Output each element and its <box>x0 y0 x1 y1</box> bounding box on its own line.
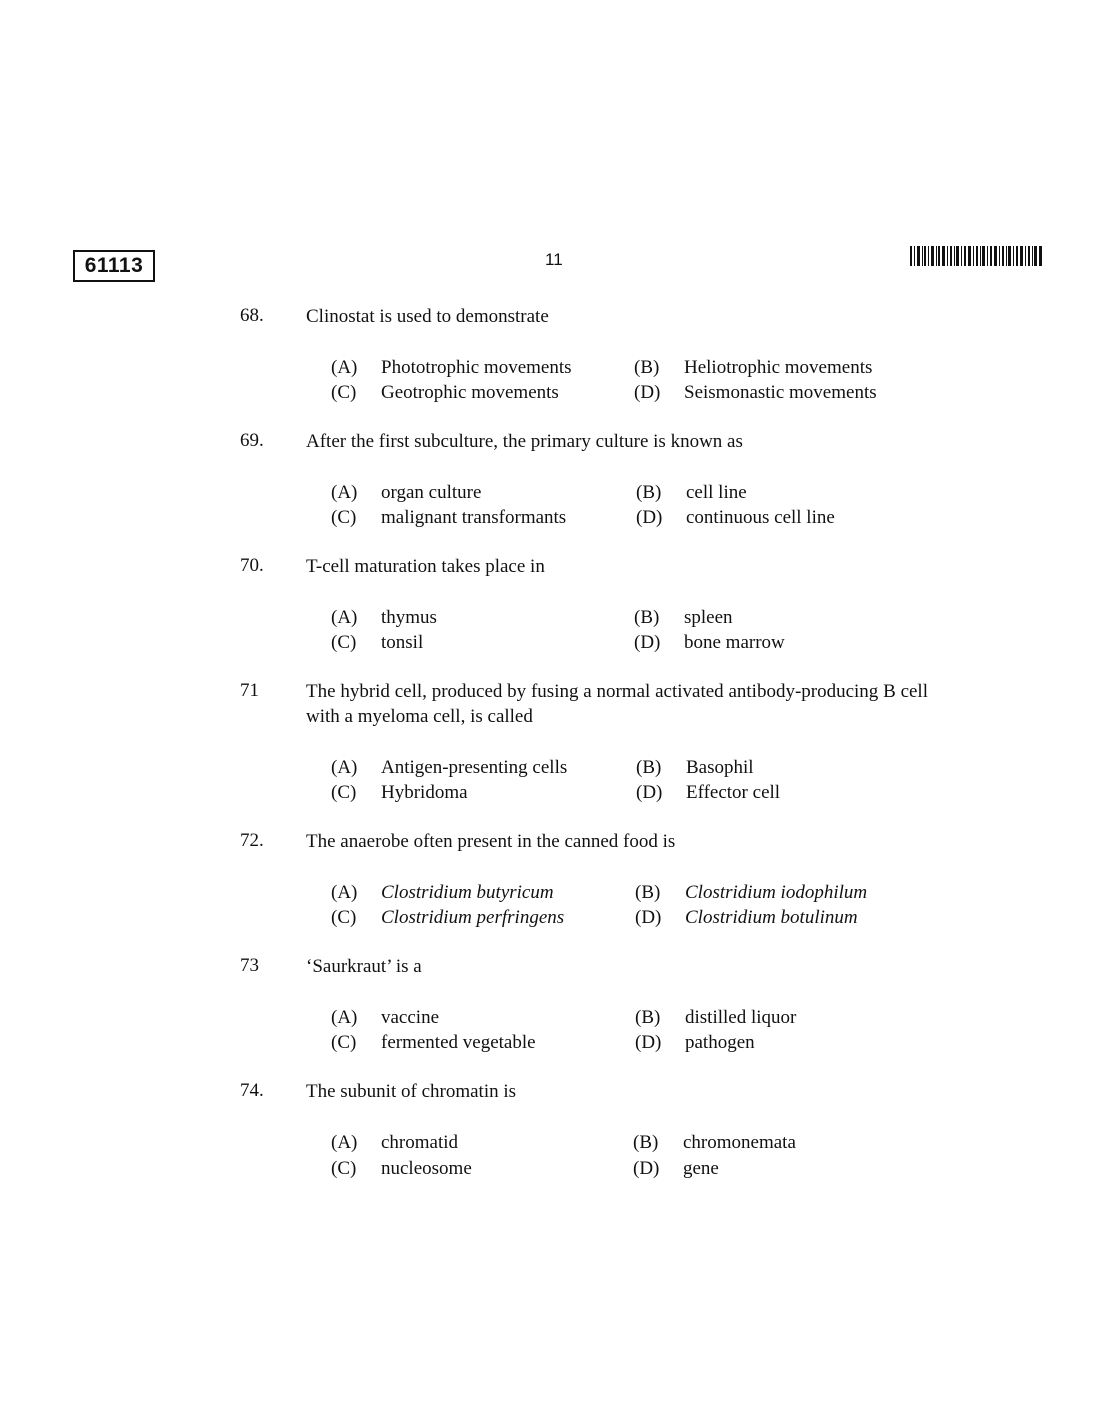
option-label: (D) <box>634 632 661 653</box>
question-text: The hybrid cell, produced by fusing a normal activated antibody-producing B cell with a myeloma cell, is called <box>306 681 928 727</box>
option-text: nucleosome <box>381 1158 472 1179</box>
option-text: Phototrophic movements <box>381 357 572 378</box>
option-text: Clostridium butyricum <box>381 882 554 903</box>
option-label: (B) <box>635 882 661 903</box>
option-text: spleen <box>684 607 733 628</box>
option-c <box>331 630 423 655</box>
option-text: chromonemata <box>683 1132 796 1153</box>
option-label: (D) <box>634 382 661 403</box>
option-label: (B) <box>636 757 662 778</box>
option-text: gene <box>683 1158 719 1179</box>
option-label: (C) <box>331 382 357 403</box>
option-label: (D) <box>635 1032 662 1053</box>
option-label: (A) <box>331 482 358 503</box>
option-text: Geotrophic movements <box>381 382 559 403</box>
option-label: (A) <box>331 882 358 903</box>
option-b <box>635 1005 796 1030</box>
question-text: After the first subculture, the primary culture is known as <box>306 431 743 452</box>
option-c <box>331 780 468 805</box>
option-text: malignant transformants <box>381 507 567 528</box>
option-label: (A) <box>331 607 358 628</box>
option-a <box>331 480 481 505</box>
option-label: (D) <box>635 907 662 928</box>
option-c <box>331 1030 536 1055</box>
option-b <box>635 880 867 905</box>
option-text: Antigen-presenting cells <box>381 757 568 778</box>
question-number: 72. <box>240 830 264 851</box>
option-text: distilled liquor <box>685 1007 797 1028</box>
option-a <box>331 355 572 380</box>
option-a <box>331 1005 439 1030</box>
option-label: (A) <box>331 1132 358 1153</box>
option-label: (C) <box>331 782 357 803</box>
option-label: (B) <box>635 1007 661 1028</box>
question-text: Clinostat is used to demonstrate <box>306 306 549 327</box>
option-label: (C) <box>331 507 357 528</box>
option-label: (A) <box>331 357 358 378</box>
option-text: bone marrow <box>684 632 785 653</box>
option-c <box>331 905 564 930</box>
option-label: (C) <box>331 907 357 928</box>
option-text: pathogen <box>685 1032 755 1053</box>
question-number: 74. <box>240 1080 264 1101</box>
option-text: Seismonastic movements <box>684 382 877 403</box>
option-a <box>331 880 554 905</box>
paper-code-box: 61113 <box>73 250 155 282</box>
question-number: 73 <box>240 955 259 976</box>
question-number: 68. <box>240 305 264 326</box>
option-c <box>331 505 566 530</box>
question-text: ‘Saurkraut’ is a <box>306 956 422 977</box>
option-b <box>636 480 747 505</box>
option-text: chromatid <box>381 1132 459 1153</box>
option-text: Basophil <box>686 757 754 778</box>
page-number: 11 <box>545 250 563 269</box>
option-label: (D) <box>636 782 663 803</box>
option-d <box>635 1030 755 1055</box>
option-text: thymus <box>381 607 437 628</box>
option-text: cell line <box>686 482 747 503</box>
option-label: (C) <box>331 1158 357 1179</box>
question-text: T-cell maturation takes place in <box>306 556 545 577</box>
option-text: tonsil <box>381 632 424 653</box>
option-d <box>634 380 877 405</box>
option-label: (B) <box>633 1132 659 1153</box>
option-b <box>633 1130 796 1155</box>
option-d <box>633 1156 719 1181</box>
option-d <box>636 780 780 805</box>
option-text: Clostridium perfringens <box>381 907 565 928</box>
option-text: organ culture <box>381 482 482 503</box>
option-label: (A) <box>331 1007 358 1028</box>
option-d <box>635 905 858 930</box>
option-a <box>331 605 437 630</box>
option-label: (B) <box>636 482 662 503</box>
option-label: (C) <box>331 1032 357 1053</box>
question-number: 71 <box>240 680 259 701</box>
option-text: Clostridium iodophilum <box>685 882 868 903</box>
option-b <box>636 755 754 780</box>
question-text: The anaerobe often present in the canned food is <box>306 831 676 852</box>
option-b <box>634 355 872 380</box>
question-text: The subunit of chromatin is <box>306 1081 517 1102</box>
option-a <box>331 755 567 780</box>
option-text: fermented vegetable <box>381 1032 536 1053</box>
option-d <box>636 505 835 530</box>
option-a <box>331 1130 458 1155</box>
option-label: (D) <box>636 507 663 528</box>
option-label: (B) <box>634 607 660 628</box>
option-text: vaccine <box>381 1007 440 1028</box>
barcode-icon <box>910 246 1042 266</box>
option-b <box>634 605 733 630</box>
option-text: continuous cell line <box>686 507 835 528</box>
option-label: (C) <box>331 632 357 653</box>
option-label: (D) <box>633 1158 660 1179</box>
option-text: Heliotrophic movements <box>684 357 873 378</box>
option-text: Clostridium botulinum <box>685 907 858 928</box>
option-label: (A) <box>331 757 358 778</box>
question-number: 69. <box>240 430 264 451</box>
option-c <box>331 380 559 405</box>
option-c <box>331 1156 472 1181</box>
option-d <box>634 630 785 655</box>
question-number: 70. <box>240 555 264 576</box>
option-label: (B) <box>634 357 660 378</box>
option-text: Effector cell <box>686 782 781 803</box>
option-text: Hybridoma <box>381 782 468 803</box>
